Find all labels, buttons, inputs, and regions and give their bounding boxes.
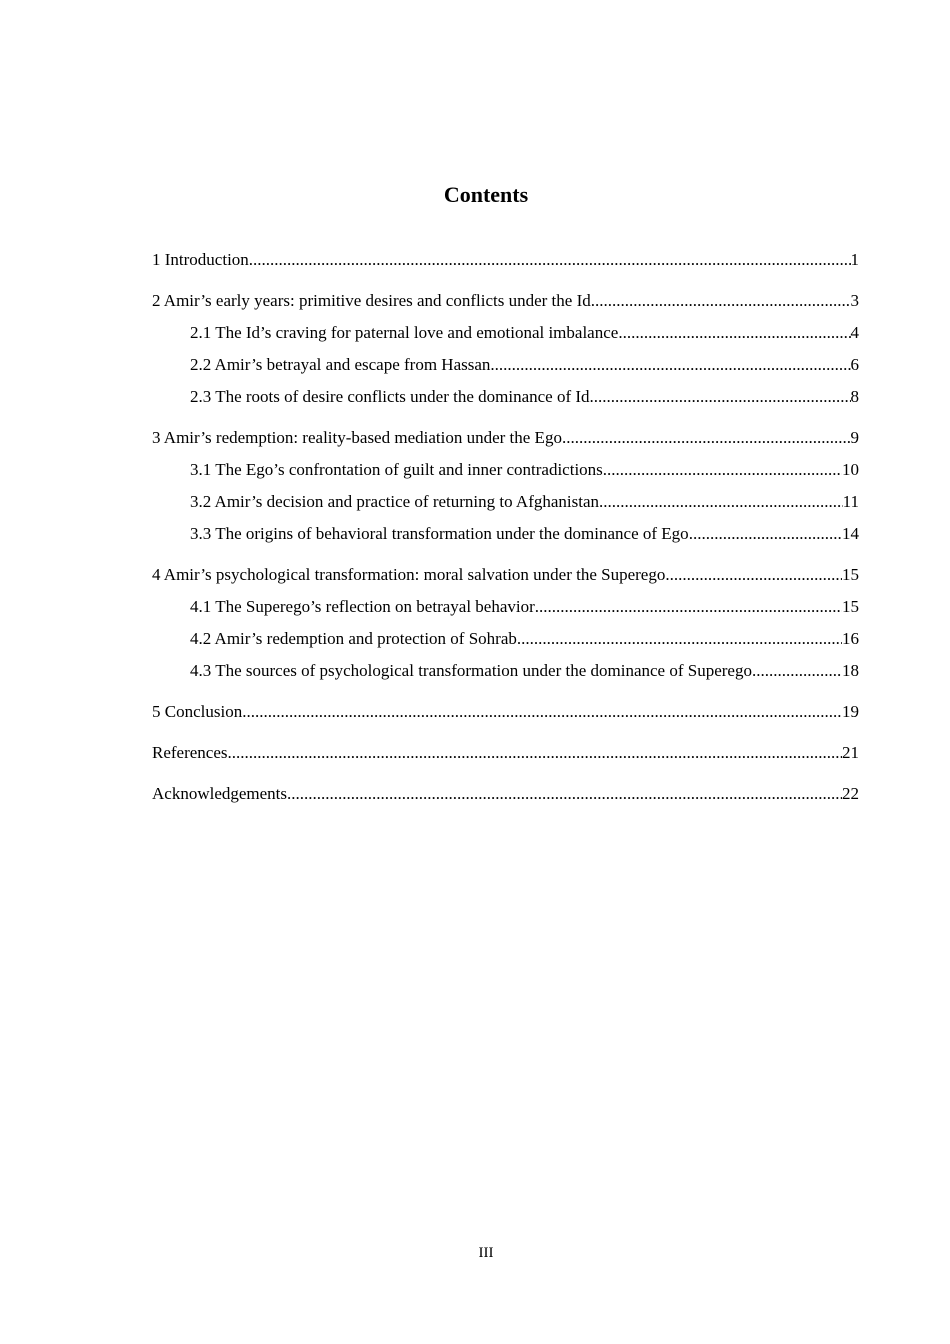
toc-entry[interactable] [152,288,859,314]
toc-entry-page: 18 [842,661,859,680]
toc-entry-label: 4.2 Amir’s redemption and protection of Sohrab [190,629,517,648]
toc-entry-label: References [152,743,228,762]
toc-entry-page: 6 [850,355,859,374]
toc-subentry[interactable] [152,384,859,410]
toc-entry-label: 2.3 The roots of desire conflicts under the dominance of Id [190,387,590,406]
toc-dot-leader [490,352,850,378]
toc-dot-leader [535,594,842,620]
toc-entry-label: 2.2 Amir’s betrayal and escape from Hassan [190,355,491,374]
toc-dot-leader [603,457,842,483]
toc-subentry[interactable] [152,352,859,378]
toc-entry-page: 14 [842,524,859,543]
toc-dot-leader [249,247,851,273]
toc-entry-page: 22 [842,784,859,803]
toc-dot-leader [242,699,842,725]
toc-entry[interactable] [152,740,859,766]
toc-entry-label: 3.2 Amir’s decision and practice of returning to Afghanistan [190,492,600,511]
table-of-contents [152,247,859,807]
toc-entry[interactable] [152,425,859,451]
toc-entry[interactable] [152,699,859,725]
toc-entry-page: 9 [850,428,859,447]
toc-entry-page: 15 [842,565,859,584]
toc-entry-page: 4 [850,323,859,342]
toc-entry-page: 11 [842,492,859,511]
toc-entry-page: 15 [842,597,859,616]
toc-dot-leader [517,626,842,652]
toc-entry-label: 4 Amir’s psychological transformation: moral salvation under the Superego [152,565,666,584]
toc-entry-label: 2 Amir’s early years: primitive desires and conflicts under the Id [152,291,591,310]
toc-dot-leader [228,740,842,766]
page-title: Contents [443,182,529,207]
toc-subentry[interactable] [152,626,859,652]
toc-entry-label: 1 Introduction [152,250,249,269]
toc-subentry[interactable] [152,594,859,620]
toc-entry[interactable] [152,562,859,588]
toc-entry-label: Acknowledgements [152,784,288,803]
toc-entry-label: 3.3 The origins of behavioral transformation under the dominance of Ego [190,524,689,543]
toc-entry-page: 1 [850,250,859,269]
toc-subentry[interactable] [152,521,859,547]
toc-dot-leader [562,425,851,451]
toc-dot-leader [618,320,850,346]
toc-subentry[interactable] [152,658,859,684]
toc-dot-leader [591,288,851,314]
toc-dot-leader [599,489,843,515]
toc-entry-page: 3 [850,291,859,310]
toc-entry-page: 10 [842,460,859,479]
toc-dot-leader [287,781,842,807]
toc-subentry[interactable] [152,489,859,515]
toc-entry[interactable] [152,247,859,273]
toc-entry-page: 21 [842,743,859,762]
toc-entry-page: 19 [842,702,859,721]
toc-entry-page: 8 [850,387,859,406]
toc-entry-label: 3.1 The Ego’s confrontation of guilt and inner contradictions [190,460,603,479]
toc-entry-label: 4.1 The Superego’s reflection on betrayal behavior [190,597,535,616]
toc-entry-label: 4.3 The sources of psychological transformation under the dominance of Superego [190,661,752,680]
toc-dot-leader [752,658,842,684]
toc-subentry[interactable] [152,457,859,483]
toc-entry[interactable] [152,781,859,807]
toc-entry-label: 2.1 The Id’s craving for paternal love and emotional imbalance [190,323,619,342]
toc-entry-label: 5 Conclusion [152,702,243,721]
toc-entry-page: 16 [842,629,859,648]
toc-dot-leader [689,521,842,547]
toc-dot-leader [590,384,851,410]
page-number: III [478,1245,494,1261]
toc-subentry[interactable] [152,320,859,346]
toc-dot-leader [665,562,842,588]
toc-entry-label: 3 Amir’s redemption: reality-based mediation under the Ego [152,428,562,447]
